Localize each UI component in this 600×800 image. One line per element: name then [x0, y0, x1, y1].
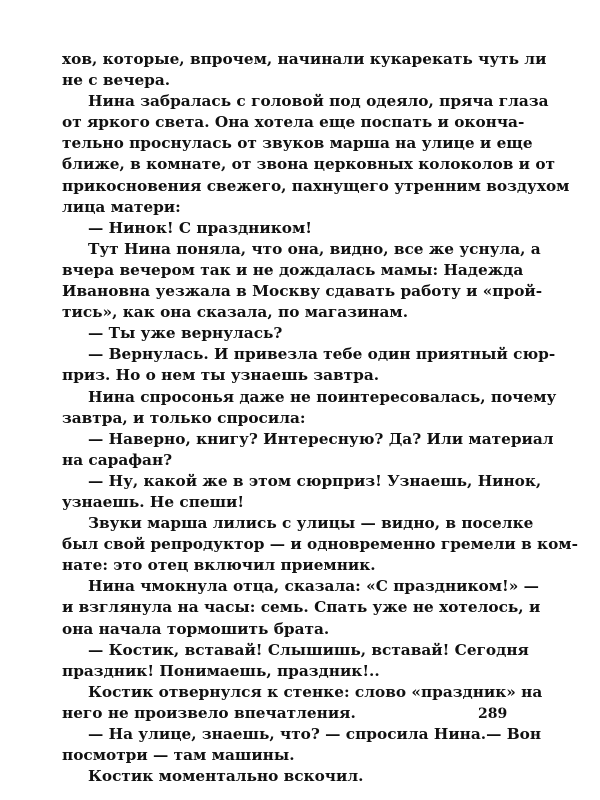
paragraph: [62, 766, 522, 787]
text-line: — Наверно, книгу? Интересную? Да? Или материал: [88, 429, 554, 448]
paragraph: [62, 387, 557, 429]
text-line: Нина спросонья даже не поинтересовалась, почему: [88, 387, 557, 406]
text-line: на сарафан?: [62, 450, 173, 469]
paragraph: [62, 682, 543, 724]
text-line: прикосновения свежего, пахнущего утренним воздухом: [62, 176, 570, 195]
text-line: завтра, и только спросила:: [62, 408, 306, 427]
text-line: ближе, в комнате, от звона церковных колоколов и от: [62, 155, 556, 174]
text-line: Ивановна уезжала в Москву сдавать работу и «прой-: [62, 282, 543, 301]
text-line: лица матери:: [62, 197, 181, 216]
text-line: нате: это отец включил приемник.: [62, 556, 376, 575]
paragraph: [62, 429, 554, 471]
text-line: Звуки марша лились с улицы — видно, в поселке: [88, 514, 534, 533]
paragraph: [62, 513, 578, 576]
text-line: посмотри — там машины.: [62, 746, 295, 765]
paragraph: [62, 344, 556, 386]
paragraph: [62, 91, 570, 218]
body-text: [62, 49, 578, 787]
text-line: — Костик, вставай! Слышишь, вставай! Сегодня: [88, 640, 529, 659]
paragraph: [62, 576, 541, 639]
paragraph: [62, 49, 547, 91]
text-line: не с вечера.: [62, 71, 171, 90]
paragraph: [62, 323, 522, 344]
text-line: был свой репродуктор — и одновременно гремели в ком-: [62, 535, 578, 554]
text-line: него не произвело впечатления.: [62, 703, 356, 722]
text-line: Нина чмокнула отца, сказала: «С праздником!» —: [88, 577, 539, 596]
paragraph: [62, 239, 543, 323]
text-line: приз. Но о нем ты узнаешь завтра.: [62, 366, 380, 385]
text-line: она начала тормошить брата.: [62, 619, 330, 638]
text-line: тельно проснулась от звуков марша на улице и еще: [62, 134, 533, 153]
text-line: от яркого света. Она хотела еще поспать и оконча-: [62, 113, 525, 132]
text-line: хов, которые, впрочем, начинали кукарекать чуть ли: [62, 50, 547, 68]
paragraph: [62, 218, 522, 239]
text-line: — Нинок! С праздником!: [88, 218, 312, 237]
text-line: — Вернулась. И привезла тебе один приятный сюр-: [88, 345, 556, 364]
paragraph: [62, 471, 542, 513]
text-line: тись», как она сказала, по магазинам.: [62, 303, 409, 322]
text-line: — Ну, какой же в этом сюрприз! Узнаешь, Нинок,: [88, 471, 542, 490]
text-line: праздник! Понимаешь, праздник!..: [62, 661, 380, 680]
text-line: Костик моментально вскочил.: [88, 767, 364, 786]
text-line: вчера вечером так и не дождалась мамы: Надежда: [62, 260, 524, 279]
page-number: 289: [478, 706, 508, 722]
text-line: и взглянула на часы: семь. Спать уже не хотелось, и: [62, 598, 541, 617]
paragraph: [62, 640, 529, 682]
text-line: — На улице, знаешь, что? — спросила Нина.— Вон: [88, 725, 542, 743]
paragraph: [62, 724, 542, 766]
text-line: узнаешь. Не спеши!: [62, 492, 245, 511]
text-line: Костик отвернулся к стенке: слово «праздник» на: [88, 682, 543, 701]
text-line: Нина забралась с головой под одеяло, пряча глаза: [88, 92, 549, 111]
text-line: — Ты уже вернулась?: [88, 324, 283, 343]
text-line: Тут Нина поняла, что она, видно, все же уснула, а: [88, 239, 541, 258]
